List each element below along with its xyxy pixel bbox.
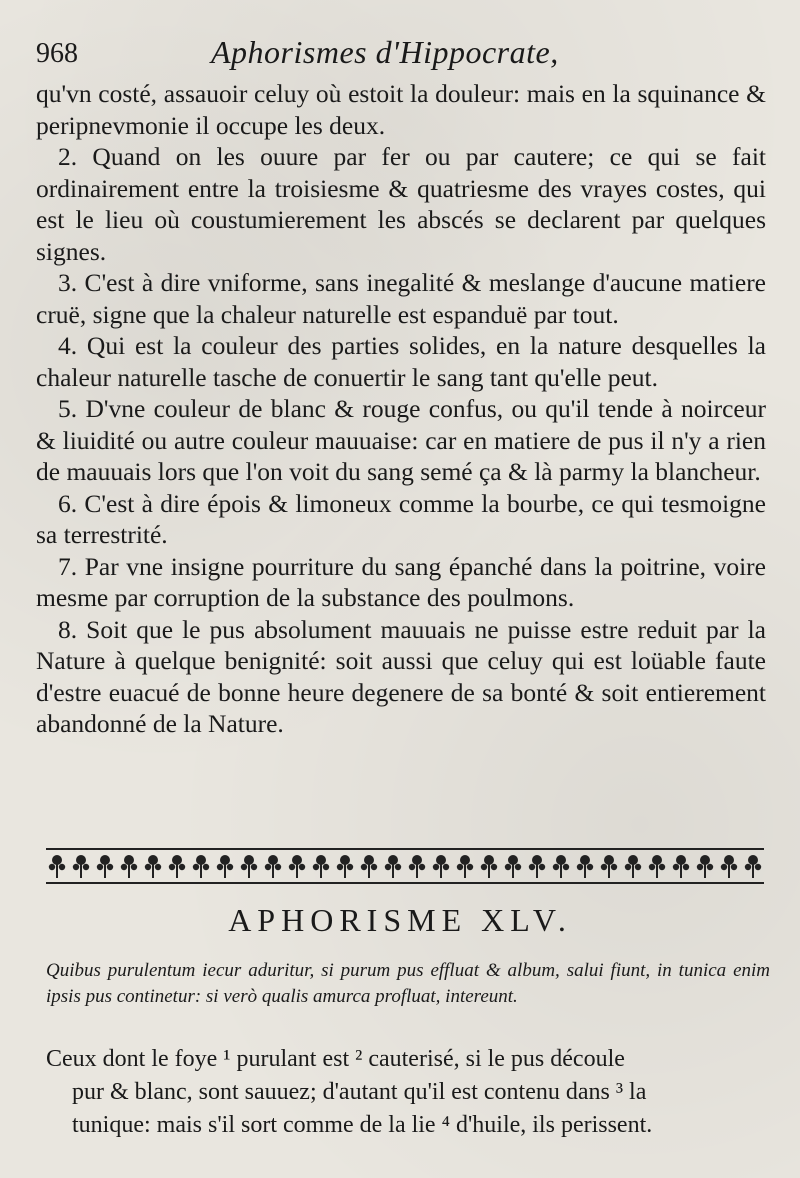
fleuron-icon bbox=[168, 852, 186, 880]
note-7: 7. Par vne insigne pourriture du sang épanché dans la poitrine, voire mesme par corruption de la substance des poulmons. bbox=[36, 551, 766, 612]
note-4: 4. Qui est la couleur des parties solides, en la nature desquelles la chaleur naturelle tasche de conuertir le sang tant qu'elle peut. bbox=[36, 331, 766, 392]
fleuron-icon bbox=[360, 852, 378, 880]
fleuron-icon bbox=[552, 852, 570, 880]
fleuron-icon bbox=[192, 852, 210, 880]
french-line-3: tunique: mais s'il sort comme de la lie ⁴ d'huile, ils perissent. bbox=[72, 1112, 653, 1138]
fleuron-icon bbox=[432, 852, 450, 880]
french-translation bbox=[46, 1043, 768, 1142]
latin-aphorism bbox=[46, 958, 770, 1010]
french-line-2: pur & blanc, sont sauuez; d'autant qu'il est contenu dans ³ la bbox=[72, 1079, 647, 1105]
fleuron-icon bbox=[624, 852, 642, 880]
fleuron-icon bbox=[720, 852, 738, 880]
fleuron-icon bbox=[48, 852, 66, 880]
fleuron-icon bbox=[96, 852, 114, 880]
fleuron-icon bbox=[312, 852, 330, 880]
fleuron-icon bbox=[144, 852, 162, 880]
running-title: Aphorismes d'Hippocrate, bbox=[211, 34, 559, 70]
fleuron-icon bbox=[336, 852, 354, 880]
fleuron-icon bbox=[456, 852, 474, 880]
fleuron-icon bbox=[696, 852, 714, 880]
fleuron-icon bbox=[72, 852, 90, 880]
latin-text: Quibus purulentum iecur aduritur, si purum pus effluat & album, salui fiunt, in tunica enim ipsis pus continetur: si verò qualis amurca profluat, intereunt. bbox=[46, 960, 770, 1007]
fleuron-icon bbox=[480, 852, 498, 880]
fleuron-icon bbox=[288, 852, 306, 880]
page-header bbox=[36, 30, 770, 80]
page-number: 968 bbox=[36, 38, 78, 69]
fleuron-icon bbox=[264, 852, 282, 880]
aphorism-title: APHORISME XLV. bbox=[228, 902, 572, 938]
paragraph-continuation: qu'vn costé, assauoir celuy où estoit la douleur: mais en la squinance & peripnevmonie il occupe les deux. bbox=[36, 79, 766, 140]
note-3: 3. C'est à dire vniforme, sans inegalité & meslange d'aucune matiere cruë, signe que la chaleur naturelle est espanduë par tout. bbox=[36, 268, 766, 329]
decorative-ornament-band bbox=[46, 848, 764, 884]
fleuron-icon bbox=[672, 852, 690, 880]
fleuron-icon bbox=[576, 852, 594, 880]
note-8: 8. Soit que le pus absolument mauuais ne puisse estre reduit par la Nature à quelque benignité: soit aussi que celuy qui est loüable faute d'estre euacué de bonne heure degenere de sa bonté & soit entierement abandonné de la Nature. bbox=[36, 614, 766, 738]
fleuron-icon bbox=[504, 852, 522, 880]
fleuron-icon bbox=[744, 852, 762, 880]
commentary-text bbox=[36, 78, 766, 740]
note-2: 2. Quand on les ouure par fer ou par cautere; ce qui se fait ordinairement entre la troisiesme & quatriesme des vrayes costes, qui est le lieu où coustumierement les abscés se declarent par quelques signes. bbox=[36, 142, 766, 266]
fleuron-icon bbox=[240, 852, 258, 880]
fleuron-icon bbox=[384, 852, 402, 880]
fleuron-icon bbox=[600, 852, 618, 880]
fleuron-icon bbox=[408, 852, 426, 880]
fleuron-icon bbox=[648, 852, 666, 880]
note-5: 5. D'vne couleur de blanc & rouge confus, ou qu'il tende à noirceur & liuidité ou autre couleur mauuaise: car en matiere de pus il n'y a rien de mauuais lors que l'on voit du sang semé ça & là parmy la blancheur. bbox=[36, 394, 766, 486]
fleuron-icon bbox=[216, 852, 234, 880]
fleuron-icon bbox=[120, 852, 138, 880]
fleuron-icon bbox=[528, 852, 546, 880]
note-6: 6. C'est à dire épois & limoneux comme la bourbe, ce qui tesmoigne sa terrestrité. bbox=[36, 488, 766, 549]
french-line-1: Ceux dont le foye ¹ purulant est ² cauterisé, si le pus découle bbox=[46, 1046, 625, 1072]
